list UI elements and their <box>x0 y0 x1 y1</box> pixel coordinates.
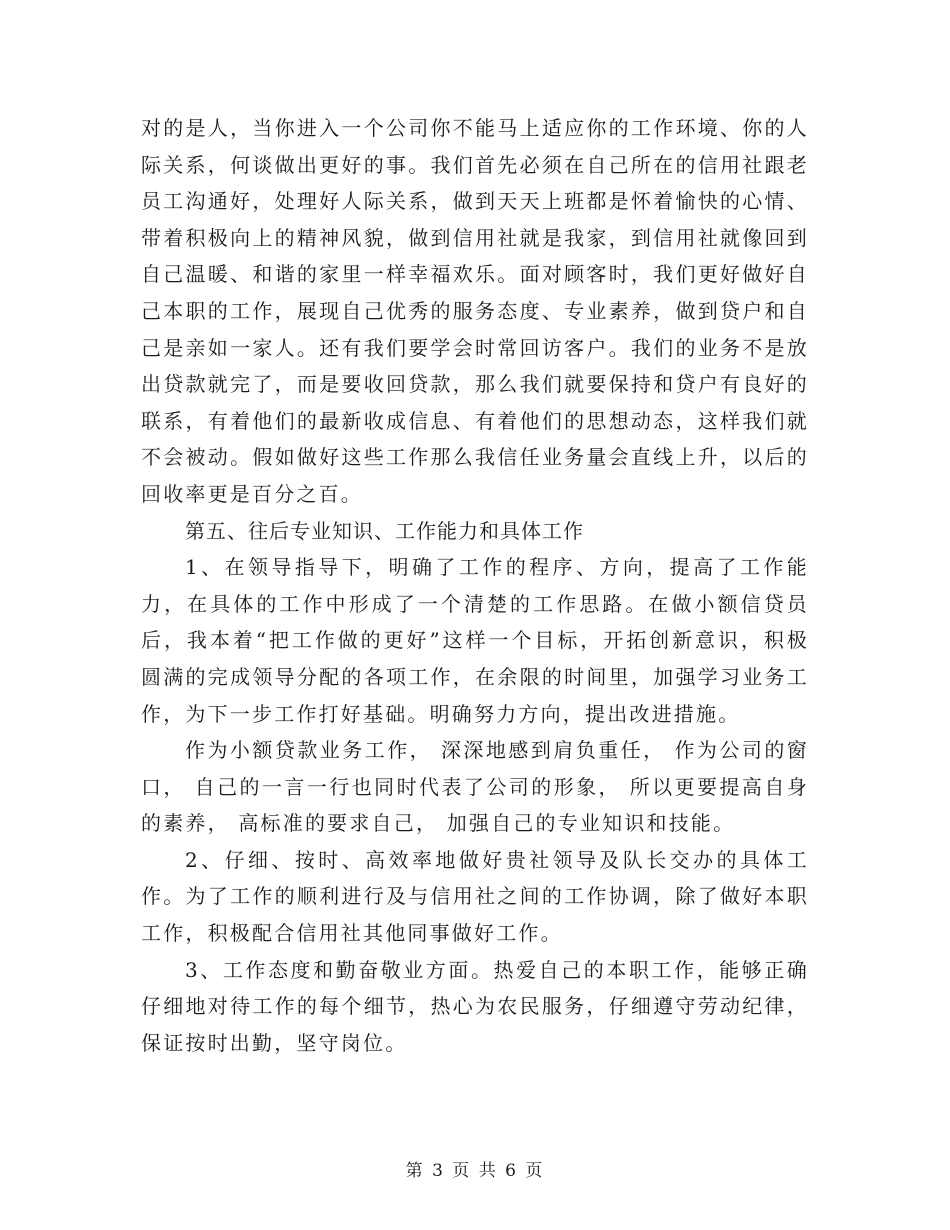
body-paragraph: 2、仔细、按时、高效率地做好贵社领导及队长交办的具体工作。为了工作的顺利进行及与信用社之间的工作协调，除了做好本职工作，积极配合信用社其他同事做好工作。 <box>141 847 809 946</box>
page-number-footer: 第 3 页 共 6 页 <box>405 1161 545 1181</box>
body-paragraph: 3、工作态度和勤奋敬业方面。热爱自己的本职工作，能够正确仔细地对待工作的每个细节，热心为农民服务，仔细遵守劳动纪律，保证按时出勤，坚守岗位。 <box>141 957 809 1055</box>
body-paragraph: 对的是人，当你进入一个公司你不能马上适应你的工作环境、你的人际关系，何谈做出更好的事。我们首先必须在自己所在的信用社跟老员工沟通好，处理好人际关系，做到天天上班都是怀着愉快的心情、带着积极向上的精神风貌，做到信用社就是我家，到信用社就像回到自己温暖、和谐的家里一样幸福欢乐。面对顾客时，我们更好做好自己本职的工作，展现自己优秀的服务态度、专业素养，做到贷户和自己是亲如一家人。还有我们要学会时常回访客户。我们的业务不是放出贷款就完了，而是要收回贷款，那么我们就要保持和贷户有良好的联系，有着他们的最新收成信息、有着他们的思想动态，这样我们就不会被动。假如做好这些工作那么我信任业务量会直线上升，以后的回收率更是百分之百。 <box>141 116 809 506</box>
section-heading: 第五、往后专业知识、工作能力和具体工作 <box>185 518 584 543</box>
body-paragraph: 1、在领导指导下，明确了工作的程序、方向，提高了工作能力，在具体的工作中形成了一个清楚的工作思路。在做小额信贷员后，我本着“把工作做的更好”这样一个目标，开拓创新意识，积极圆满的完成领导分配的各项工作，在余限的时间里，加强学习业务工作，为下一步工作打好基础。明确努力方向，提出改进措施。 <box>141 555 809 726</box>
body-paragraph: 作为小额贷款业务工作， 深深地感到肩负重任， 作为公司的窗口， 自己的一言一行也同时代表了公司的形象， 所以更要提高自身的素养， 高标准的要求自己， 加强自己的专业知识和技能。 <box>141 738 809 836</box>
document-body <box>141 110 809 1061</box>
